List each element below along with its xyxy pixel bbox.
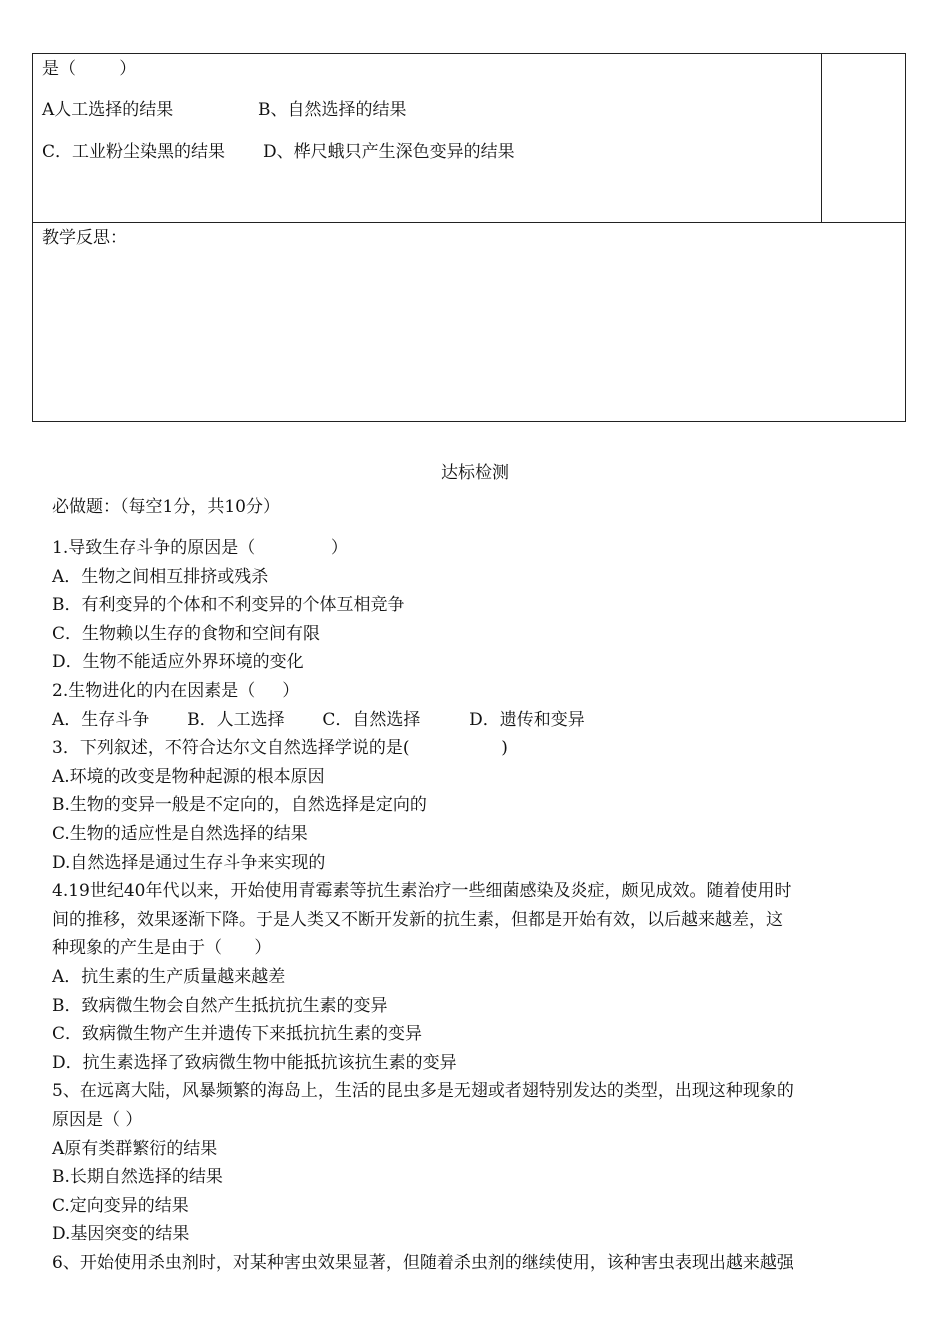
question-line: A.环境的改变是物种起源的根本原因: [52, 766, 325, 787]
reflection-label: 教学反思：: [42, 228, 127, 248]
question-line: 6、开始使用杀虫剂时，对某种害虫效果显著，但随着杀虫剂的继续使用，该种害虫表现出越来越强: [52, 1253, 794, 1273]
question-line: A．生物之间相互排挤或残杀: [52, 566, 269, 587]
option-c: C．工业粉尘染黑的结果: [42, 142, 226, 162]
question-line: C.定向变异的结果: [52, 1195, 189, 1216]
question-line: B.生物的变异一般是不定向的，自然选择是定向的: [52, 795, 427, 816]
box-line-1: 是（ ）: [42, 59, 137, 79]
question-line: 1.导致生存斗争的原因是（ ）: [52, 538, 348, 558]
section-title: 达标检测: [441, 463, 509, 483]
option-d: D、桦尺蛾只产生深色变异的结果: [263, 142, 515, 162]
question-line: A．生存斗争 B．人工选择 C．自然选择 D．遗传和变异: [52, 709, 585, 730]
question-line: A．抗生素的生产质量越来越差: [52, 967, 286, 987]
question-line: C．生物赖以生存的食物和空间有限: [52, 623, 321, 644]
question-line: D.基因突变的结果: [52, 1224, 190, 1245]
question-line: B．致病微生物会自然产生抵抗抗生素的变异: [52, 995, 388, 1016]
question-line: B．有利变异的个体和不利变异的个体互相竞争: [52, 595, 405, 616]
question-line: C.生物的适应性是自然选择的结果: [52, 824, 308, 844]
reflection-box: [32, 221, 906, 422]
question-line: 3．下列叙述，不符合达尔文自然选择学说的是( ): [52, 738, 508, 759]
question-line: 2.生物进化的内在因素是（ ）: [52, 681, 300, 701]
question-table-box: [32, 53, 906, 223]
table-divider: [821, 54, 822, 222]
option-a: A人工选择的结果: [42, 100, 174, 120]
question-line: C．致病微生物产生并遗传下来抵抗抗生素的变异: [52, 1024, 423, 1045]
question-line: D．抗生素选择了致病微生物中能抵抗该抗生素的变异: [52, 1052, 457, 1073]
question-line: D．生物不能适应外界环境的变化: [52, 652, 304, 673]
question-line: D.自然选择是通过生存斗争来实现的: [52, 852, 326, 873]
question-line: B.长期自然选择的结果: [52, 1167, 223, 1188]
question-line: 原因是（ ）: [52, 1110, 143, 1130]
question-line: A原有类群繁衍的结果: [52, 1138, 218, 1159]
question-line: 5、在远离大陆，风暴频繁的海岛上，生活的昆虫多是无翅或者翅特别发达的类型，出现这种现象的: [52, 1081, 794, 1102]
option-b: B、自然选择的结果: [258, 100, 407, 120]
question-line: 4.19世纪40年代以来，开始使用青霉素等抗生素治疗一些细菌感染及炎症，颇见成效。随着使用时: [52, 881, 792, 902]
question-line: 种现象的产生是由于（ ）: [52, 938, 272, 959]
question-line: 间的推移，效果逐渐下降。于是人类又不断开发新的抗生素，但都是开始有效，以后越来越差，这: [52, 909, 783, 930]
instruction: 必做题：（每空1分，共10分）: [52, 497, 280, 517]
